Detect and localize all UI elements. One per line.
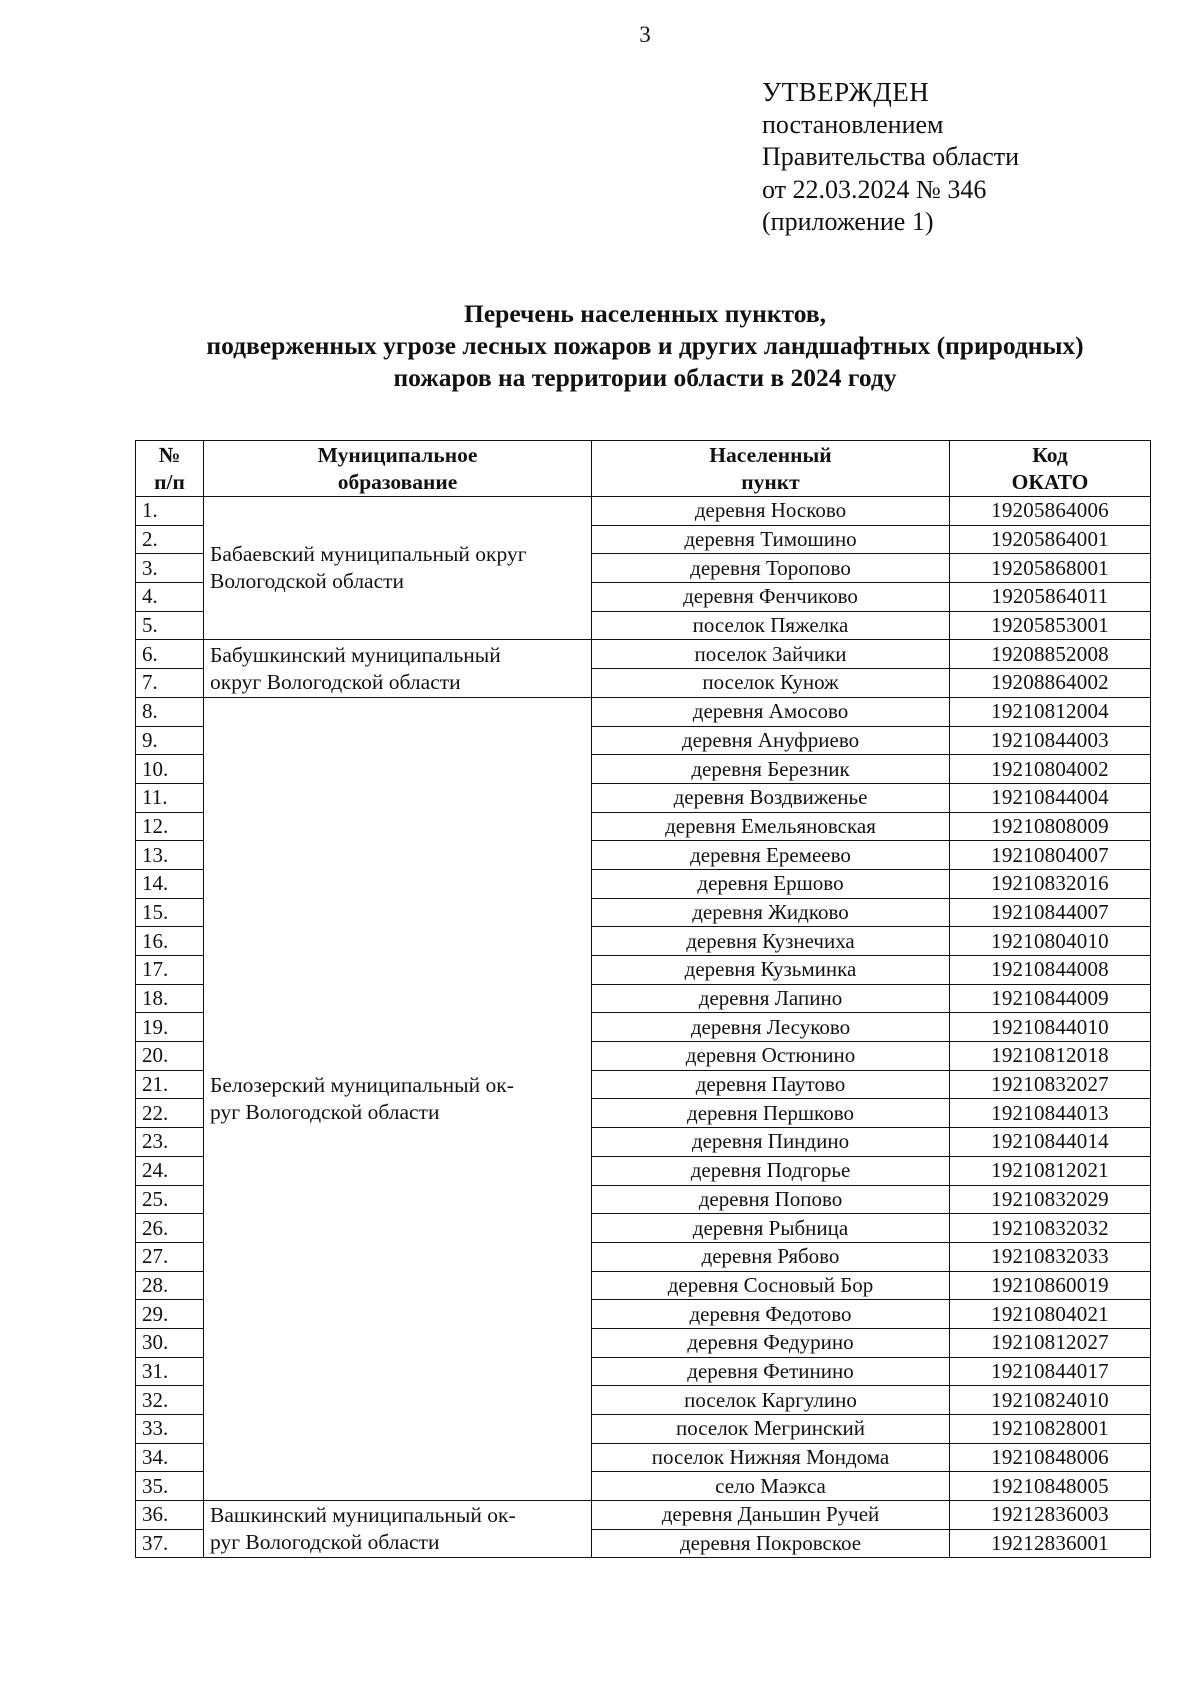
row-number: 12. [136,812,204,841]
row-number: 17. [136,956,204,985]
settlement-name: деревня Федурино [592,1328,950,1357]
municipality-cell [204,640,592,697]
okato-code: 19210804007 [950,841,1151,870]
okato-code: 19210832029 [950,1185,1151,1214]
okato-code: 19210844013 [950,1099,1151,1128]
okato-code: 19210812018 [950,1042,1151,1071]
settlement-name: деревня Першково [592,1099,950,1128]
municipality-line: руг Вологодской области [210,1099,440,1124]
settlement-name: деревня Носково [592,497,950,526]
header-num [136,441,204,497]
row-number: 32. [136,1386,204,1415]
settlement-name: деревня Березник [592,755,950,784]
municipality-line: руг Вологодской области [210,1530,440,1555]
settlements-table [135,440,1151,1558]
settlement-name: деревня Еремеево [592,841,950,870]
row-number: 15. [136,898,204,927]
row-number: 18. [136,984,204,1013]
settlement-name: деревня Лесуково [592,1013,950,1042]
okato-code: 19210804021 [950,1300,1151,1329]
header-row [136,441,1151,497]
municipality-line: Бабаевский муниципальный округ [210,542,527,567]
okato-code: 19210832016 [950,869,1151,898]
settlement-name: деревня Пиндино [592,1128,950,1157]
row-number: 34. [136,1443,204,1472]
header-code-line: ОКАТО [1011,469,1089,494]
row-number: 5. [136,611,204,640]
settlement-name: поселок Мегринский [592,1415,950,1444]
settlement-name: деревня Рыбница [592,1214,950,1243]
okato-code: 19210832033 [950,1242,1151,1271]
settlement-name: поселок Каргулино [592,1386,950,1415]
municipality-line: Белозерский муниципальный ок- [210,1072,514,1097]
settlement-name: деревня Фетинино [592,1357,950,1386]
row-number: 13. [136,841,204,870]
row-number: 24. [136,1156,204,1185]
settlement-name: деревня Ануфриево [592,726,950,755]
okato-code: 19210812021 [950,1156,1151,1185]
okato-code: 19210844017 [950,1357,1151,1386]
settlement-name: деревня Подгорье [592,1156,950,1185]
row-number: 16. [136,927,204,956]
row-number: 10. [136,755,204,784]
okato-code: 19210808009 [950,812,1151,841]
municipality-cell [204,497,592,640]
document-title [130,298,1160,394]
row-number: 6. [136,640,204,669]
settlement-name: поселок Нижняя Мондома [592,1443,950,1472]
row-number: 25. [136,1185,204,1214]
settlement-name: деревня Торопово [592,554,950,583]
settlement-name: деревня Жидково [592,898,950,927]
settlement-name: деревня Остюнино [592,1042,950,1071]
settlement-name: деревня Паутово [592,1070,950,1099]
settlement-name: деревня Федотово [592,1300,950,1329]
row-number: 21. [136,1070,204,1099]
municipality-line: Бабушкинский муниципальный [210,642,501,667]
municipality-line: Вологодской области [210,569,405,594]
title-line: подверженных угрозе лесных пожаров и других ландшафтных (природных) [206,331,1084,360]
table-body [136,497,1151,1558]
okato-code: 19210844014 [950,1128,1151,1157]
row-number: 1. [136,497,204,526]
approval-stamp [762,76,1019,239]
settlement-name: деревня Даньшин Ручей [592,1501,950,1530]
title-line: пожаров на территории области в 2024 году [393,363,897,392]
approval-line: (приложение 1) [762,207,934,236]
table-header [136,441,1151,497]
header-num-line: № [158,442,181,467]
okato-code: 19210848006 [950,1443,1151,1472]
okato-code: 19210812004 [950,697,1151,726]
table-row [136,497,1151,526]
row-number: 8. [136,697,204,726]
okato-code: 19210824010 [950,1386,1151,1415]
row-number: 33. [136,1415,204,1444]
row-number: 26. [136,1214,204,1243]
settlement-name: поселок Зайчики [592,640,950,669]
header-municipality-line: образование [337,469,458,494]
header-code-line: Код [1032,442,1068,467]
okato-code: 19210848005 [950,1472,1151,1501]
okato-code: 19210844003 [950,726,1151,755]
okato-code: 19205864011 [950,583,1151,612]
okato-code: 19205868001 [950,554,1151,583]
okato-code: 19208864002 [950,669,1151,698]
page-number: 3 [639,22,651,47]
okato-code: 19210844008 [950,956,1151,985]
okato-code: 19210844007 [950,898,1151,927]
row-number: 37. [136,1529,204,1558]
row-number: 11. [136,783,204,812]
settlement-name: деревня Ершово [592,869,950,898]
header-settlement [592,441,950,497]
settlement-name: деревня Воздвиженье [592,783,950,812]
row-number: 14. [136,869,204,898]
row-number: 29. [136,1300,204,1329]
row-number: 27. [136,1242,204,1271]
settlement-name: деревня Сосновый Бор [592,1271,950,1300]
settlement-name: деревня Фенчиково [592,583,950,612]
row-number: 3. [136,554,204,583]
row-number: 28. [136,1271,204,1300]
approval-line: постановлением [762,109,944,139]
row-number: 7. [136,669,204,698]
okato-code: 19205853001 [950,611,1151,640]
okato-code: 19212836001 [950,1529,1151,1558]
settlement-name: деревня Амосово [592,697,950,726]
settlement-name: деревня Емельяновская [592,812,950,841]
okato-code: 19212836003 [950,1501,1151,1530]
okato-code: 19205864001 [950,525,1151,554]
okato-code: 19208852008 [950,640,1151,669]
okato-code: 19210804010 [950,927,1151,956]
row-number: 20. [136,1042,204,1071]
okato-code: 19210844010 [950,1013,1151,1042]
row-number: 2. [136,525,204,554]
header-settlement-line: Населенный [709,442,832,467]
okato-code: 19210832027 [950,1070,1151,1099]
okato-code: 19210844004 [950,783,1151,812]
municipality-cell [204,697,592,1500]
settlement-name: деревня Кузьминка [592,956,950,985]
settlement-name: деревня Тимошино [592,525,950,554]
settlement-name: деревня Покровское [592,1529,950,1558]
settlement-name: деревня Кузнечиха [592,927,950,956]
settlement-name: деревня Рябово [592,1242,950,1271]
table-row [136,697,1151,726]
row-number: 30. [136,1328,204,1357]
row-number: 19. [136,1013,204,1042]
okato-code: 19210812027 [950,1328,1151,1357]
approval-line: Правительства области [762,142,1020,171]
row-number: 31. [136,1357,204,1386]
approval-line: от 22.03.2024 № 346 [762,174,987,204]
okato-code: 19210828001 [950,1415,1151,1444]
approval-line: УТВЕРЖДЕН [762,77,930,107]
title-line: Перечень населенных пунктов, [464,299,826,328]
header-num-line: п/п [154,469,185,494]
settlement-name: деревня Попово [592,1185,950,1214]
row-number: 22. [136,1099,204,1128]
header-settlement-line: пункт [741,469,800,494]
okato-code: 19210844009 [950,984,1151,1013]
header-municipality-line: Муниципальное [317,442,478,467]
row-number: 36. [136,1501,204,1530]
municipality-cell [204,1501,592,1558]
table-row [136,1501,1151,1530]
okato-code: 19210804002 [950,755,1151,784]
okato-code: 19205864006 [950,497,1151,526]
row-number: 35. [136,1472,204,1501]
okato-code: 19210832032 [950,1214,1151,1243]
settlement-name: поселок Пяжелка [592,611,950,640]
row-number: 4. [136,583,204,612]
header-code [950,441,1151,497]
okato-code: 19210860019 [950,1271,1151,1300]
settlement-name: село Маэкса [592,1472,950,1501]
row-number: 23. [136,1128,204,1157]
row-number: 9. [136,726,204,755]
settlement-name: деревня Лапино [592,984,950,1013]
table-row [136,640,1151,669]
settlement-name: поселок Кунож [592,669,950,698]
municipality-line: округ Вологодской области [210,669,461,694]
header-municipality [204,441,592,497]
municipality-line: Вашкинский муниципальный ок- [210,1503,516,1528]
